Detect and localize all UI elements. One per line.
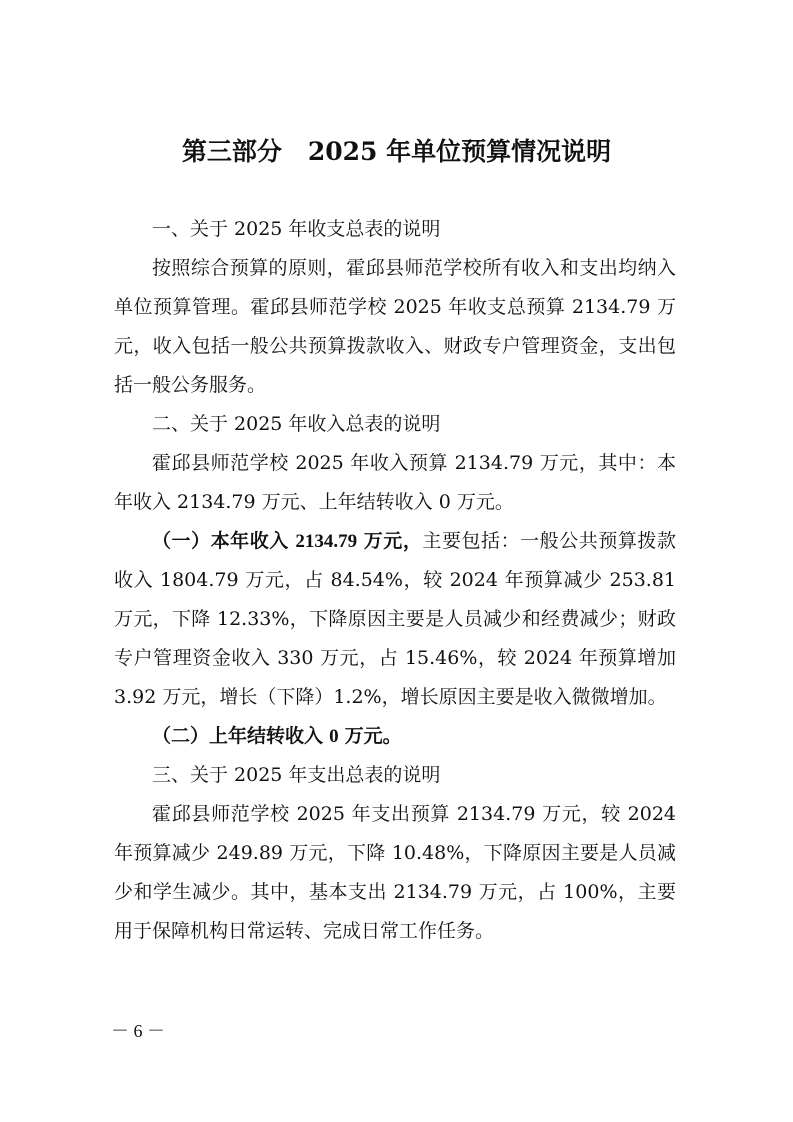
subsection-1-unit: 万元， <box>363 530 423 552</box>
section-3-paragraph: 霍邱县师范学校 2025 年支出预算 2134.79 万元，较 2024 年预算减少 249.89 万元，下降 10.48%，下降原因主要是人员减少和学生减少。其中，基本支出 2134.79 万元，占 100%，主要用于保障机构日常运转、完成日常工作任务。 <box>114 803 676 942</box>
section-1-paragraph: 按照综合预算的原则，霍邱县师范学校所有收入和支出均纳入单位预算管理。霍邱县师范学校 2025 年收支总预算 2134.79 万元，收入包括一般公共预算拨款收入、财政专户管理资金，支出包括一般公务服务。 <box>114 257 676 396</box>
page-number: － 6 － <box>111 1021 165 1041</box>
subsection-2-amount: 0 <box>329 726 339 747</box>
section-2-subsection-1 <box>114 522 676 717</box>
subsection-2-label: （二）上年结转收入 <box>152 725 324 747</box>
subsection-1-label: （一）本年收入 <box>152 530 289 552</box>
page-title <box>0 136 793 168</box>
subsection-2-unit: 万元。 <box>344 725 402 747</box>
section-2-paragraph: 霍邱县师范学校 2025 年收入预算 2134.79 万元，其中：本年收入 2134.79 万元、上年结转收入 0 万元。 <box>114 452 676 513</box>
section-heading-2: 二、关于 2025 年收入总表的说明 <box>152 413 441 435</box>
title-part: 第三部分 <box>181 137 282 166</box>
title-main: 2025 年单位预算情况说明 <box>307 137 612 166</box>
document-body <box>114 210 676 951</box>
section-heading-1: 一、关于 2025 年收支总表的说明 <box>152 218 441 240</box>
subsection-1-text: 主要包括：一般公共预算拨款收入 1804.79 万元，占 84.54%，较 2024 年预算减少 253.81 万元，下降 12.33%，下降原因主要是人员减少和经费减少；财政专户管理资金收入 330 万元，占 15.46%，较 2024 年预算增加 3.92 万元，增长（下降）1.2%，增长原因主要是收入微微增加。 <box>114 530 676 708</box>
subsection-1-amount: 2134.79 <box>295 531 358 552</box>
section-heading-3: 三、关于 2025 年支出总表的说明 <box>152 764 441 786</box>
section-2-subsection-2 <box>114 717 676 756</box>
